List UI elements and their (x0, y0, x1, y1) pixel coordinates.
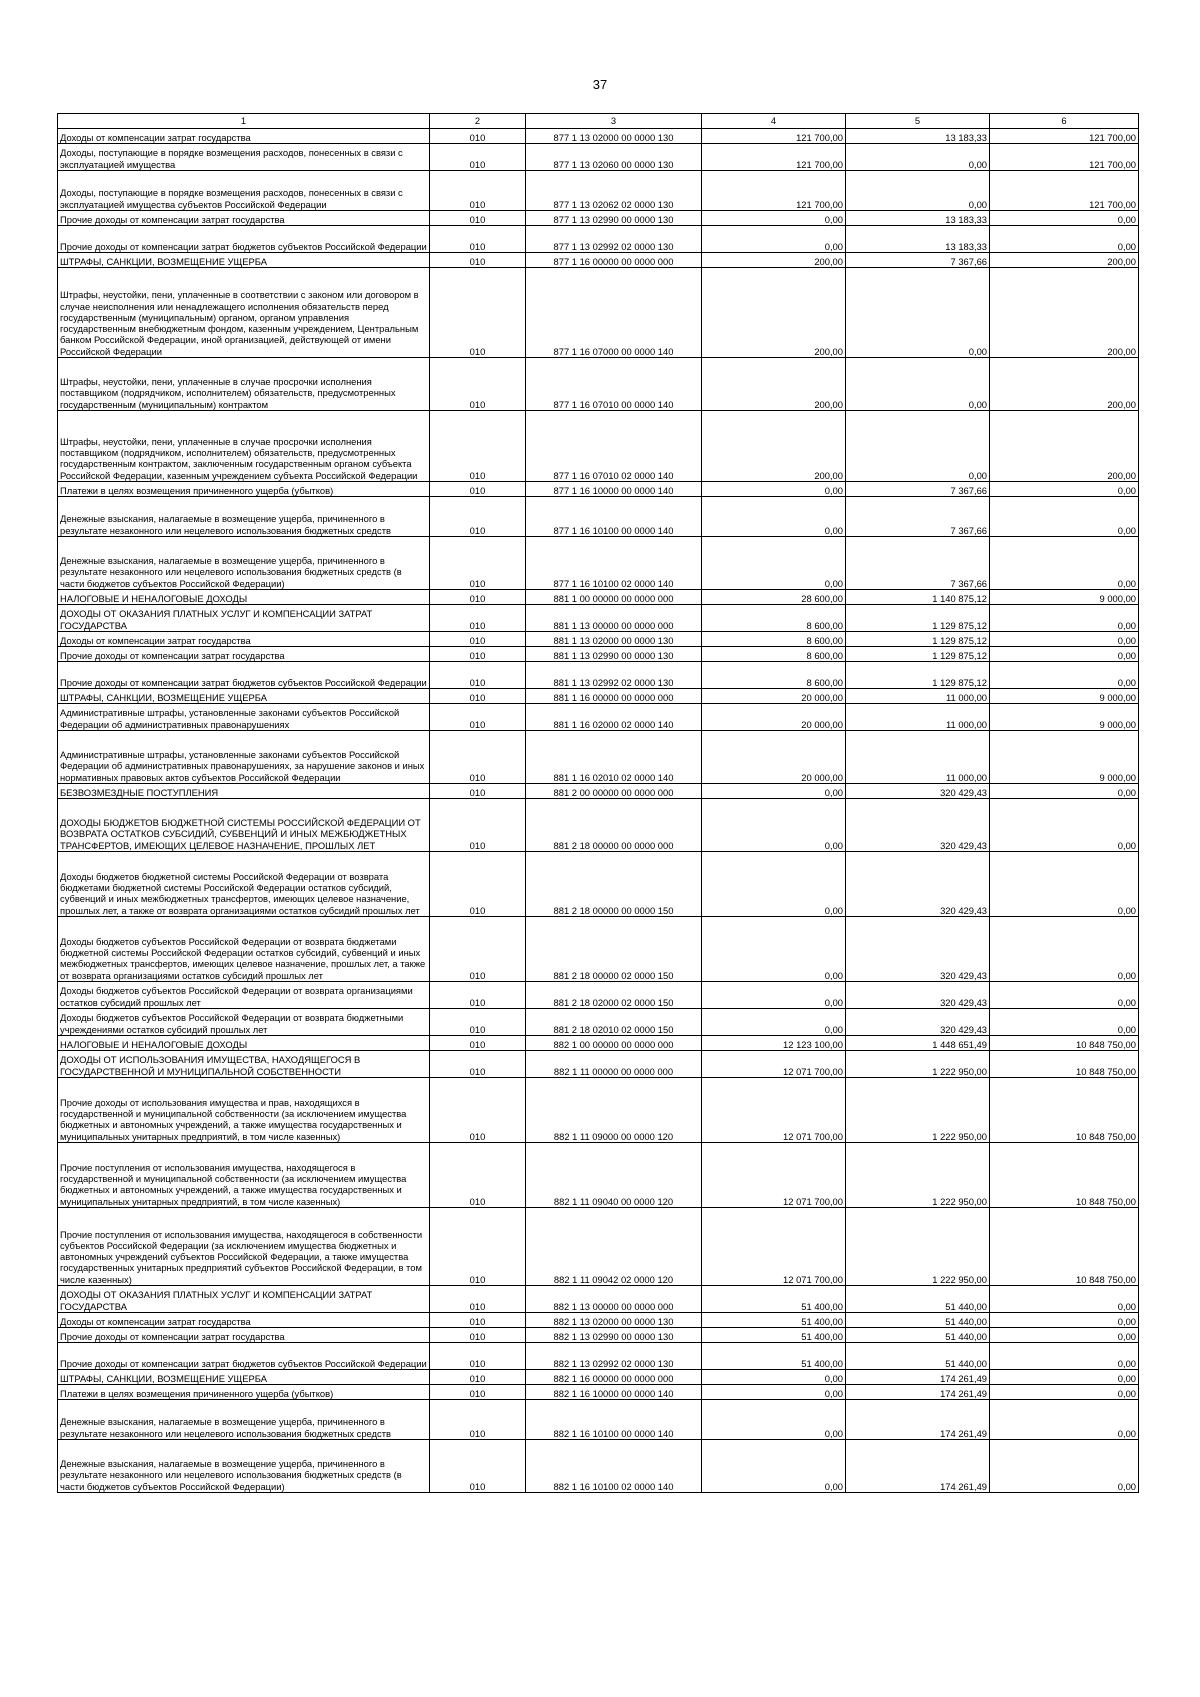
row-value-5-cell: 7 367,66 (846, 253, 990, 268)
row-name-cell: ДОХОДЫ ОТ ОКАЗАНИЯ ПЛАТНЫХ УСЛУГ И КОМПЕНСАЦИИ ЗАТРАТ ГОСУДАРСТВА (58, 605, 430, 632)
row-line-code-cell: 010 (430, 129, 526, 144)
row-name-cell: Административные штрафы, установленные законами субъектов Российской Федерации об административных правонарушениях, за нарушение законов и иных нормативных правовых актов субъектов Российской Федерации (58, 731, 430, 784)
row-value-5-cell: 51 440,00 (846, 1313, 990, 1328)
row-name-cell: Доходы бюджетов бюджетной системы Российской Федерации от возврата бюджетами бюджетной системы Российской Федерации остатков субсидий, субвенций и иных межбюджетных трансфертов, имеющих целевое назначение, прошлых лет, а также от возврата организациями остатков субсидий прошлых лет (58, 852, 430, 917)
row-value-6-cell: 0,00 (990, 1328, 1139, 1343)
row-value-4-cell: 121 700,00 (702, 171, 846, 211)
row-line-code-cell: 010 (430, 537, 526, 590)
row-value-6-cell: 9 000,00 (990, 590, 1139, 605)
row-value-5-cell: 7 367,66 (846, 482, 990, 497)
table-row (58, 1051, 1139, 1078)
row-name-cell: Денежные взыскания, налагаемые в возмещение ущерба, причиненного в результате незаконного или нецелевого использования бюджетных средств (58, 1400, 430, 1440)
row-value-6-cell: 10 848 750,00 (990, 1036, 1139, 1051)
row-value-4-cell: 0,00 (702, 799, 846, 852)
row-line-code-cell: 010 (430, 358, 526, 411)
row-line-code-cell: 010 (430, 1370, 526, 1385)
column-header: 4 (702, 114, 846, 129)
row-name-cell: Денежные взыскания, налагаемые в возмещение ущерба, причиненного в результате незаконного или нецелевого использования бюджетных средств (в части бюджетов субъектов Российской Федерации) (58, 1440, 430, 1493)
table-row (58, 358, 1139, 411)
table-row (58, 731, 1139, 784)
row-value-5-cell: 1 222 950,00 (846, 1078, 990, 1143)
table-row (58, 982, 1139, 1009)
row-value-4-cell: 121 700,00 (702, 129, 846, 144)
page-number: 37 (592, 77, 608, 92)
row-value-6-cell: 0,00 (990, 1286, 1139, 1313)
row-name-cell: Прочие доходы от компенсации затрат бюджетов субъектов Российской Федерации (58, 226, 430, 253)
row-line-code-cell: 010 (430, 1143, 526, 1208)
row-name-cell: ШТРАФЫ, САНКЦИИ, ВОЗМЕЩЕНИЕ УЩЕРБА (58, 1370, 430, 1385)
table-row (58, 632, 1139, 647)
table-row (58, 1343, 1139, 1370)
row-budget-code-cell: 881 1 13 02992 02 0000 130 (526, 662, 702, 689)
row-value-6-cell: 0,00 (990, 662, 1139, 689)
row-value-6-cell: 0,00 (990, 852, 1139, 917)
row-name-cell: Прочие доходы от компенсации затрат бюджетов субъектов Российской Федерации (58, 662, 430, 689)
row-name-cell: Доходы бюджетов субъектов Российской Федерации от возврата организациями остатков субсидий прошлых лет (58, 982, 430, 1009)
row-value-4-cell: 20 000,00 (702, 689, 846, 704)
row-value-5-cell: 7 367,66 (846, 497, 990, 537)
table-row (58, 852, 1139, 917)
row-line-code-cell: 010 (430, 1051, 526, 1078)
row-value-6-cell: 0,00 (990, 1009, 1139, 1036)
row-value-6-cell: 10 848 750,00 (990, 1051, 1139, 1078)
row-name-cell: Прочие доходы от компенсации затрат бюджетов субъектов Российской Федерации (58, 1343, 430, 1370)
row-value-4-cell: 0,00 (702, 1370, 846, 1385)
row-budget-code-cell: 882 1 16 10000 00 0000 140 (526, 1385, 702, 1400)
row-value-5-cell: 1 222 950,00 (846, 1051, 990, 1078)
row-budget-code-cell: 881 2 18 00000 00 0000 000 (526, 799, 702, 852)
row-budget-code-cell: 881 2 00 00000 00 0000 000 (526, 784, 702, 799)
row-value-5-cell: 7 367,66 (846, 537, 990, 590)
row-value-6-cell: 0,00 (990, 497, 1139, 537)
row-line-code-cell: 010 (430, 171, 526, 211)
row-budget-code-cell: 881 1 13 02990 00 0000 130 (526, 647, 702, 662)
row-name-cell: Доходы от компенсации затрат государства (58, 129, 430, 144)
row-line-code-cell: 010 (430, 1385, 526, 1400)
row-line-code-cell: 010 (430, 605, 526, 632)
row-value-5-cell: 0,00 (846, 411, 990, 482)
row-budget-code-cell: 882 1 11 09042 02 0000 120 (526, 1208, 702, 1286)
row-value-5-cell: 174 261,49 (846, 1385, 990, 1400)
row-value-4-cell: 51 400,00 (702, 1343, 846, 1370)
table-row (58, 226, 1139, 253)
row-budget-code-cell: 877 1 16 10100 02 0000 140 (526, 537, 702, 590)
row-budget-code-cell: 882 1 13 00000 00 0000 000 (526, 1286, 702, 1313)
row-value-4-cell: 0,00 (702, 1009, 846, 1036)
row-line-code-cell: 010 (430, 1400, 526, 1440)
row-line-code-cell: 010 (430, 704, 526, 731)
table-row (58, 1009, 1139, 1036)
row-value-5-cell: 1 222 950,00 (846, 1208, 990, 1286)
row-value-4-cell: 0,00 (702, 537, 846, 590)
row-budget-code-cell: 881 2 18 02000 02 0000 150 (526, 982, 702, 1009)
row-budget-code-cell: 882 1 13 02992 02 0000 130 (526, 1343, 702, 1370)
row-budget-code-cell: 877 1 13 02992 02 0000 130 (526, 226, 702, 253)
row-value-5-cell: 320 429,43 (846, 852, 990, 917)
table-row (58, 211, 1139, 226)
row-value-5-cell: 0,00 (846, 171, 990, 211)
row-value-4-cell: 200,00 (702, 411, 846, 482)
row-value-5-cell: 174 261,49 (846, 1370, 990, 1385)
row-value-6-cell: 0,00 (990, 1343, 1139, 1370)
row-value-4-cell: 51 400,00 (702, 1286, 846, 1313)
row-value-6-cell: 0,00 (990, 605, 1139, 632)
table-row (58, 129, 1139, 144)
row-value-4-cell: 12 071 700,00 (702, 1051, 846, 1078)
table-row (58, 537, 1139, 590)
column-header: 5 (846, 114, 990, 129)
row-name-cell: Прочие доходы от компенсации затрат государства (58, 1328, 430, 1343)
row-budget-code-cell: 881 2 18 00000 02 0000 150 (526, 917, 702, 982)
row-value-4-cell: 8 600,00 (702, 662, 846, 689)
row-name-cell: ШТРАФЫ, САНКЦИИ, ВОЗМЕЩЕНИЕ УЩЕРБА (58, 689, 430, 704)
row-value-4-cell: 0,00 (702, 1440, 846, 1493)
row-name-cell: ШТРАФЫ, САНКЦИИ, ВОЗМЕЩЕНИЕ УЩЕРБА (58, 253, 430, 268)
row-name-cell: Штрафы, неустойки, пени, уплаченные в случае просрочки исполнения поставщиком (подрядчиком, исполнителем) обязательств, предусмотренных государственным (муниципальным) контрактом (58, 358, 430, 411)
header-row (58, 114, 1139, 129)
row-line-code-cell: 010 (430, 411, 526, 482)
table-row (58, 1036, 1139, 1051)
row-value-4-cell: 8 600,00 (702, 605, 846, 632)
row-value-5-cell: 174 261,49 (846, 1400, 990, 1440)
row-value-6-cell: 10 848 750,00 (990, 1208, 1139, 1286)
row-value-4-cell: 0,00 (702, 1400, 846, 1440)
row-line-code-cell: 010 (430, 852, 526, 917)
table-row (58, 1370, 1139, 1385)
row-value-5-cell: 1 448 651,49 (846, 1036, 990, 1051)
row-value-6-cell: 200,00 (990, 253, 1139, 268)
row-line-code-cell: 010 (430, 917, 526, 982)
row-value-4-cell: 0,00 (702, 1385, 846, 1400)
row-name-cell: Прочие доходы от компенсации затрат государства (58, 647, 430, 662)
row-value-6-cell: 0,00 (990, 799, 1139, 852)
row-value-4-cell: 12 123 100,00 (702, 1036, 846, 1051)
row-line-code-cell: 010 (430, 1286, 526, 1313)
row-value-6-cell: 0,00 (990, 1440, 1139, 1493)
row-name-cell: Штрафы, неустойки, пени, уплаченные в соответствии с законом или договором в случае неисполнения или ненадлежащего исполнения обязательств перед государственным (муниципальным) органом, органом управления государственным внебюджетным фондом, казенным учреждением, Центральным банком Российской Федерации, иной организацией, действующей от имени Российской Федерации (58, 268, 430, 358)
row-line-code-cell: 010 (430, 497, 526, 537)
row-line-code-cell: 010 (430, 590, 526, 605)
table-row (58, 704, 1139, 731)
row-name-cell: ДОХОДЫ ОТ ОКАЗАНИЯ ПЛАТНЫХ УСЛУГ И КОМПЕНСАЦИИ ЗАТРАТ ГОСУДАРСТВА (58, 1286, 430, 1313)
row-value-4-cell: 8 600,00 (702, 647, 846, 662)
row-budget-code-cell: 877 1 13 02062 02 0000 130 (526, 171, 702, 211)
row-line-code-cell: 010 (430, 268, 526, 358)
row-budget-code-cell: 877 1 16 00000 00 0000 000 (526, 253, 702, 268)
row-value-4-cell: 8 600,00 (702, 632, 846, 647)
row-name-cell: Платежи в целях возмещения причиненного ущерба (убытков) (58, 1385, 430, 1400)
row-value-4-cell: 200,00 (702, 253, 846, 268)
row-name-cell: НАЛОГОВЫЕ И НЕНАЛОГОВЫЕ ДОХОДЫ (58, 590, 430, 605)
row-value-4-cell: 0,00 (702, 226, 846, 253)
row-value-5-cell: 320 429,43 (846, 784, 990, 799)
row-value-4-cell: 0,00 (702, 852, 846, 917)
row-name-cell: Доходы от компенсации затрат государства (58, 1313, 430, 1328)
table-row (58, 605, 1139, 632)
table-row (58, 253, 1139, 268)
row-budget-code-cell: 882 1 16 00000 00 0000 000 (526, 1370, 702, 1385)
row-line-code-cell: 010 (430, 1440, 526, 1493)
row-value-6-cell: 0,00 (990, 917, 1139, 982)
row-value-5-cell: 1 129 875,12 (846, 632, 990, 647)
row-value-6-cell: 0,00 (990, 784, 1139, 799)
column-header: 1 (58, 114, 430, 129)
row-value-5-cell: 51 440,00 (846, 1328, 990, 1343)
row-value-5-cell: 1 129 875,12 (846, 605, 990, 632)
row-value-6-cell: 0,00 (990, 226, 1139, 253)
table-row (58, 268, 1139, 358)
row-value-5-cell: 1 222 950,00 (846, 1143, 990, 1208)
row-line-code-cell: 010 (430, 226, 526, 253)
row-line-code-cell: 010 (430, 1328, 526, 1343)
table-row (58, 1328, 1139, 1343)
row-value-6-cell: 0,00 (990, 211, 1139, 226)
row-budget-code-cell: 877 1 13 02990 00 0000 130 (526, 211, 702, 226)
row-value-6-cell: 200,00 (990, 358, 1139, 411)
row-value-4-cell: 51 400,00 (702, 1328, 846, 1343)
row-value-4-cell: 12 071 700,00 (702, 1208, 846, 1286)
row-budget-code-cell: 877 1 16 07010 00 0000 140 (526, 358, 702, 411)
table-row (58, 171, 1139, 211)
row-value-5-cell: 11 000,00 (846, 731, 990, 784)
table-row (58, 1208, 1139, 1286)
row-value-5-cell: 320 429,43 (846, 799, 990, 852)
row-budget-code-cell: 882 1 11 00000 00 0000 000 (526, 1051, 702, 1078)
row-value-5-cell: 51 440,00 (846, 1343, 990, 1370)
table-row (58, 799, 1139, 852)
row-value-6-cell: 10 848 750,00 (990, 1143, 1139, 1208)
row-value-6-cell: 0,00 (990, 632, 1139, 647)
table-row (58, 497, 1139, 537)
row-name-cell: НАЛОГОВЫЕ И НЕНАЛОГОВЫЕ ДОХОДЫ (58, 1036, 430, 1051)
row-value-6-cell: 0,00 (990, 647, 1139, 662)
row-value-6-cell: 0,00 (990, 482, 1139, 497)
row-line-code-cell: 010 (430, 1036, 526, 1051)
row-line-code-cell: 010 (430, 211, 526, 226)
row-value-5-cell: 174 261,49 (846, 1440, 990, 1493)
row-line-code-cell: 010 (430, 784, 526, 799)
row-value-6-cell: 0,00 (990, 1370, 1139, 1385)
row-value-4-cell: 0,00 (702, 497, 846, 537)
table-row (58, 917, 1139, 982)
row-line-code-cell: 010 (430, 1313, 526, 1328)
row-value-4-cell: 0,00 (702, 211, 846, 226)
row-budget-code-cell: 882 1 13 02000 00 0000 130 (526, 1313, 702, 1328)
table-row (58, 1400, 1139, 1440)
row-line-code-cell: 010 (430, 1208, 526, 1286)
row-value-6-cell: 9 000,00 (990, 689, 1139, 704)
table-row (58, 1078, 1139, 1143)
column-header: 6 (990, 114, 1139, 129)
row-name-cell: Штрафы, неустойки, пени, уплаченные в случае просрочки исполнения поставщиком (подрядчиком, исполнителем) обязательств, предусмотренных государственным контрактом, заключенным государственным органом субъекта Российской Федерации, казенным учреждением субъекта Российской Федерации (58, 411, 430, 482)
row-value-6-cell: 121 700,00 (990, 144, 1139, 171)
row-value-5-cell: 0,00 (846, 358, 990, 411)
row-value-5-cell: 13 183,33 (846, 211, 990, 226)
table-row (58, 647, 1139, 662)
row-name-cell: Административные штрафы, установленные законами субъектов Российской Федерации об административных правонарушениях (58, 704, 430, 731)
row-name-cell: Доходы от компенсации затрат государства (58, 632, 430, 647)
row-budget-code-cell: 877 1 13 02060 00 0000 130 (526, 144, 702, 171)
table-row (58, 590, 1139, 605)
row-line-code-cell: 010 (430, 482, 526, 497)
row-value-5-cell: 11 000,00 (846, 689, 990, 704)
row-value-6-cell: 9 000,00 (990, 731, 1139, 784)
row-value-4-cell: 51 400,00 (702, 1313, 846, 1328)
row-value-4-cell: 121 700,00 (702, 144, 846, 171)
table-row (58, 1143, 1139, 1208)
row-budget-code-cell: 882 1 16 10100 00 0000 140 (526, 1400, 702, 1440)
row-value-5-cell: 51 440,00 (846, 1286, 990, 1313)
row-value-5-cell: 320 429,43 (846, 982, 990, 1009)
row-value-6-cell: 0,00 (990, 1313, 1139, 1328)
row-line-code-cell: 010 (430, 731, 526, 784)
table-row (58, 1286, 1139, 1313)
row-value-4-cell: 28 600,00 (702, 590, 846, 605)
row-budget-code-cell: 881 1 13 00000 00 0000 000 (526, 605, 702, 632)
row-name-cell: Денежные взыскания, налагаемые в возмещение ущерба, причиненного в результате незаконного или нецелевого использования бюджетных средств (58, 497, 430, 537)
row-line-code-cell: 010 (430, 253, 526, 268)
row-value-5-cell: 320 429,43 (846, 1009, 990, 1036)
table-row (58, 1440, 1139, 1493)
row-name-cell: ДОХОДЫ БЮДЖЕТОВ БЮДЖЕТНОЙ СИСТЕМЫ РОССИЙСКОЙ ФЕДЕРАЦИИ ОТ ВОЗВРАТА ОСТАТКОВ СУБСИДИЙ, СУБВЕНЦИЙ И ИНЫХ МЕЖБЮДЖЕТНЫХ ТРАНСФЕРТОВ, ИМЕЮЩИХ ЦЕЛЕВОЕ НАЗНАЧЕНИЕ, ПРОШЛЫХ ЛЕТ (58, 799, 430, 852)
row-value-6-cell: 0,00 (990, 537, 1139, 590)
row-budget-code-cell: 877 1 16 10100 00 0000 140 (526, 497, 702, 537)
table-row (58, 784, 1139, 799)
row-value-5-cell: 1 129 875,12 (846, 662, 990, 689)
row-line-code-cell: 010 (430, 632, 526, 647)
row-value-4-cell: 0,00 (702, 982, 846, 1009)
row-budget-code-cell: 877 1 16 07000 00 0000 140 (526, 268, 702, 358)
row-name-cell: Денежные взыскания, налагаемые в возмещение ущерба, причиненного в результате незаконного или нецелевого использования бюджетных средств (в части бюджетов субъектов Российской Федерации) (58, 537, 430, 590)
row-value-5-cell: 1 129 875,12 (846, 647, 990, 662)
row-value-6-cell: 200,00 (990, 268, 1139, 358)
row-value-5-cell: 11 000,00 (846, 704, 990, 731)
row-value-5-cell: 13 183,33 (846, 226, 990, 253)
row-name-cell: Доходы бюджетов субъектов Российской Федерации от возврата бюджетами бюджетной системы Российской Федерации остатков субсидий, субвенций и иных межбюджетных трансфертов, имеющих целевое назначение, прошлых лет, а также от возврата организациями остатков субсидий прошлых лет (58, 917, 430, 982)
row-line-code-cell: 010 (430, 647, 526, 662)
row-value-6-cell: 10 848 750,00 (990, 1078, 1139, 1143)
row-value-5-cell: 0,00 (846, 268, 990, 358)
row-value-5-cell: 0,00 (846, 144, 990, 171)
table-row (58, 1385, 1139, 1400)
row-value-5-cell: 1 140 875,12 (846, 590, 990, 605)
table-row (58, 144, 1139, 171)
row-value-4-cell: 0,00 (702, 784, 846, 799)
row-budget-code-cell: 882 1 13 02990 00 0000 130 (526, 1328, 702, 1343)
row-value-6-cell: 0,00 (990, 1385, 1139, 1400)
row-budget-code-cell: 881 1 16 02000 02 0000 140 (526, 704, 702, 731)
row-value-4-cell: 20 000,00 (702, 704, 846, 731)
row-name-cell: ДОХОДЫ ОТ ИСПОЛЬЗОВАНИЯ ИМУЩЕСТВА, НАХОДЯЩЕГОСЯ В ГОСУДАРСТВЕННОЙ И МУНИЦИПАЛЬНОЙ СОБСТВЕННОСТИ (58, 1051, 430, 1078)
row-budget-code-cell: 881 1 16 00000 00 0000 000 (526, 689, 702, 704)
row-value-6-cell: 121 700,00 (990, 171, 1139, 211)
row-budget-code-cell: 882 1 11 09040 00 0000 120 (526, 1143, 702, 1208)
row-budget-code-cell: 881 2 18 00000 00 0000 150 (526, 852, 702, 917)
row-name-cell: Прочие доходы от использования имущества и прав, находящихся в государственной и муниципальной собственности (за исключением имущества бюджетных и автономных учреждений, а также имущества государственных и муниципальных унитарных предприятий, в том числе казенных) (58, 1078, 430, 1143)
table-row (58, 1313, 1139, 1328)
column-header: 3 (526, 114, 702, 129)
row-line-code-cell: 010 (430, 1078, 526, 1143)
row-value-6-cell: 9 000,00 (990, 704, 1139, 731)
row-value-6-cell: 121 700,00 (990, 129, 1139, 144)
table-row (58, 662, 1139, 689)
table-row (58, 482, 1139, 497)
row-name-cell: Доходы бюджетов субъектов Российской Федерации от возврата бюджетными учреждениями остатков субсидий прошлых лет (58, 1009, 430, 1036)
row-budget-code-cell: 881 1 13 02000 00 0000 130 (526, 632, 702, 647)
row-value-4-cell: 200,00 (702, 358, 846, 411)
row-budget-code-cell: 881 1 00 00000 00 0000 000 (526, 590, 702, 605)
row-value-6-cell: 0,00 (990, 1400, 1139, 1440)
row-value-4-cell: 0,00 (702, 482, 846, 497)
row-name-cell: Прочие поступления от использования имущества, находящегося в государственной и муниципальной собственности (за исключением имущества бюджетных и автономных учреждений, а также имущества государственных и муниципальных унитарных предприятий, в том числе казенных) (58, 1143, 430, 1208)
row-value-6-cell: 200,00 (990, 411, 1139, 482)
table-row (58, 689, 1139, 704)
row-name-cell: Прочие доходы от компенсации затрат государства (58, 211, 430, 226)
column-header: 2 (430, 114, 526, 129)
row-line-code-cell: 010 (430, 144, 526, 171)
row-name-cell: Доходы, поступающие в порядке возмещения расходов, понесенных в связи с эксплуатацией имущества субъектов Российской Федерации (58, 171, 430, 211)
row-name-cell: БЕЗВОЗМЕЗДНЫЕ ПОСТУПЛЕНИЯ (58, 784, 430, 799)
row-line-code-cell: 010 (430, 799, 526, 852)
row-line-code-cell: 010 (430, 1009, 526, 1036)
row-line-code-cell: 010 (430, 1343, 526, 1370)
row-line-code-cell: 010 (430, 689, 526, 704)
row-line-code-cell: 010 (430, 982, 526, 1009)
row-value-4-cell: 12 071 700,00 (702, 1078, 846, 1143)
row-line-code-cell: 010 (430, 662, 526, 689)
row-budget-code-cell: 877 1 13 02000 00 0000 130 (526, 129, 702, 144)
row-budget-code-cell: 881 2 18 02010 02 0000 150 (526, 1009, 702, 1036)
table-row (58, 411, 1139, 482)
row-budget-code-cell: 882 1 00 00000 00 0000 000 (526, 1036, 702, 1051)
row-value-6-cell: 0,00 (990, 982, 1139, 1009)
row-value-5-cell: 320 429,43 (846, 917, 990, 982)
row-budget-code-cell: 881 1 16 02010 02 0000 140 (526, 731, 702, 784)
row-value-5-cell: 13 183,33 (846, 129, 990, 144)
row-value-4-cell: 0,00 (702, 917, 846, 982)
row-budget-code-cell: 882 1 16 10100 02 0000 140 (526, 1440, 702, 1493)
row-budget-code-cell: 877 1 16 10000 00 0000 140 (526, 482, 702, 497)
row-value-4-cell: 20 000,00 (702, 731, 846, 784)
row-name-cell: Доходы, поступающие в порядке возмещения расходов, понесенных в связи с эксплуатацией имущества (58, 144, 430, 171)
row-name-cell: Прочие поступления от использования имущества, находящегося в собственности субъектов Российской Федерации (за исключением имущества бюджетных и автономных учреждений субъектов Российской Федерации, а также имущества государственных унитарных предприятий субъектов Российской Федерации, в том числе казенных) (58, 1208, 430, 1286)
row-value-4-cell: 200,00 (702, 268, 846, 358)
revenue-table (57, 113, 1139, 1493)
row-name-cell: Платежи в целях возмещения причиненного ущерба (убытков) (58, 482, 430, 497)
row-budget-code-cell: 877 1 16 07010 02 0000 140 (526, 411, 702, 482)
row-budget-code-cell: 882 1 11 09000 00 0000 120 (526, 1078, 702, 1143)
row-value-4-cell: 12 071 700,00 (702, 1143, 846, 1208)
